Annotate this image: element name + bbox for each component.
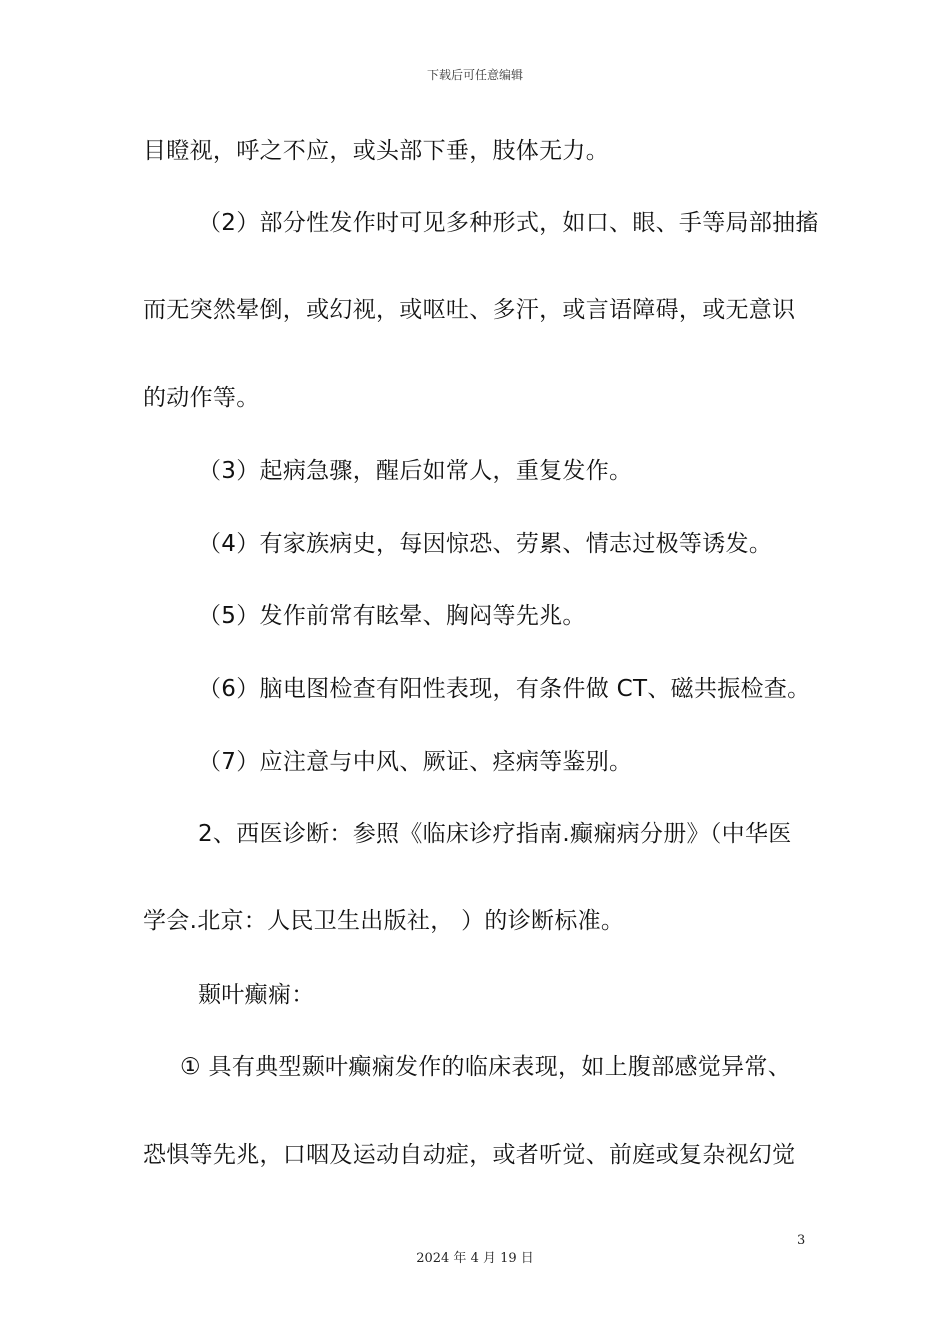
page-number: 3 [797, 1233, 806, 1248]
text-line: （4）有家族病史，每因惊恐、劳累、情志过极等诱发。 [198, 531, 773, 557]
text-line: （5）发作前常有眩晕、胸闷等先兆。 [198, 603, 586, 629]
text-line: ① 具有典型颞叶癫痫发作的临床表现，如上腹部感觉异常、 [180, 1054, 792, 1080]
text-line: 恐惧等先兆，口咽及运动自动症，或者听觉、前庭或复杂视幻觉 [143, 1142, 796, 1168]
text-line: 颞叶癫痫： [198, 982, 315, 1008]
page-footer-date: 2024 年 4 月 19 日 [416, 1251, 534, 1266]
text-line: （7）应注意与中风、厥证、痉病等鉴别。 [198, 749, 633, 775]
text-line: 而无突然晕倒，或幻视，或呕吐、多汗，或言语障碍，或无意识 [143, 297, 796, 323]
text-line: （3）起病急骤，醒后如常人，重复发作。 [198, 458, 633, 484]
text-line: 的动作等。 [143, 385, 260, 411]
text-line: （6）脑电图检查有阳性表现，有条件做 CT、磁共振检查。 [198, 676, 811, 702]
text-line: （2）部分性发作时可见多种形式，如口、眼、手等局部抽搐 [198, 210, 819, 236]
text-line: 2、西医诊断：参照《临床诊疗指南.癫痫病分册》（中华医 [198, 821, 792, 847]
page-header: 下载后可任意编辑 [426, 68, 523, 82]
text-line: 目瞪视，呼之不应，或头部下垂，肢体无力。 [143, 138, 609, 164]
text-line: 学会.北京：人民卫生出版社， ）的诊断标准。 [143, 908, 625, 934]
